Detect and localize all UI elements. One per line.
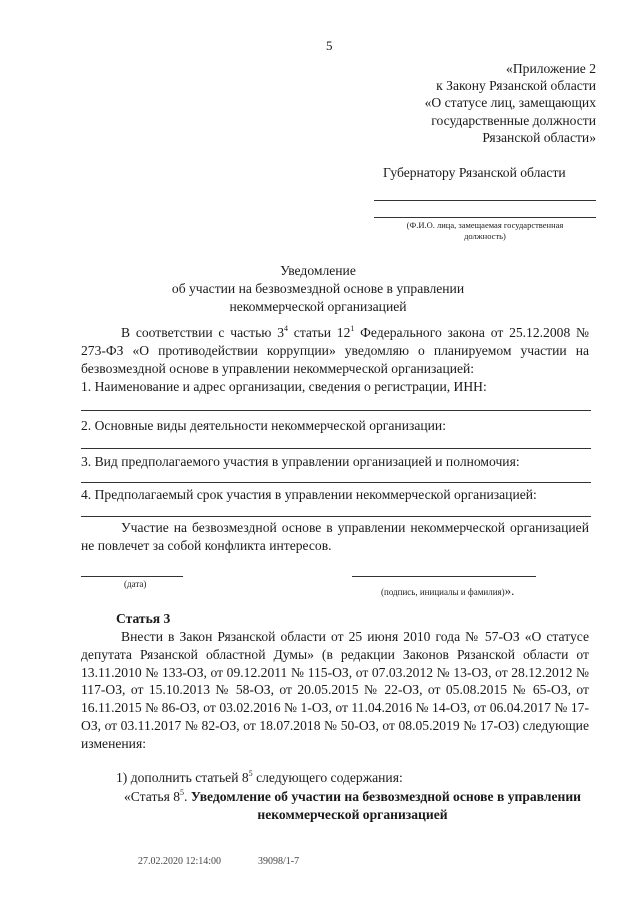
new-article-title: Уведомление об участии на безвозмездной основе в управлении некоммерческой организацией (190, 789, 581, 822)
notice-title (130, 262, 506, 315)
article-point-1 (116, 770, 403, 786)
new-article-sup: 5 (180, 788, 185, 797)
fill-line (81, 448, 591, 449)
intro-text: статьи 12 (288, 325, 351, 340)
signature-label-text: (подпись, инициалы и фамилия) (381, 587, 505, 597)
page-number: 5 (326, 38, 333, 53)
fio-line (374, 217, 596, 218)
point-text: 1) дополнить статьей 8 (116, 770, 249, 785)
fill-line (81, 482, 591, 483)
appendix-line: к Закону Рязанской области (436, 78, 596, 94)
intro-sup: 4 (284, 324, 289, 333)
point-text: следующего содержания: (252, 770, 403, 785)
notice-heading: Уведомление (280, 263, 356, 278)
conflict-text: Участие на безвозмездной основе в управлении некоммерческой организацией не повлечет за собой конфликта интересов. (81, 520, 589, 553)
appendix-line: государственные должности (431, 112, 596, 128)
point-sup: 5 (248, 769, 253, 778)
fill-line (81, 516, 591, 517)
notice-subtitle: об участии на безвозмездной основе в управлении (171, 280, 465, 296)
intro-text: В соответствии с частью 3 (121, 325, 285, 340)
article-body-text: Внести в Закон Рязанской области от 25 июня 2010 года № 57-ОЗ «О статусе депутата Рязанской областной Думы» (в редакции Законов Рязанской области от 13.11.2010 № 133-ОЗ, от 09.12.2011 № 115-ОЗ, от 07.03.2012 № 13-ОЗ, от 28.12.2012 № 117-ОЗ, от 15.10.2013 № 58-ОЗ, от 20.05.2015 № 22-ОЗ, от 05.08.2015 № 65-ОЗ, от 16.11.2015 № 86-ОЗ, от 03.02.2016 № 1-ОЗ, от 11.04.2016 № 14-ОЗ, от 06.04.2017 № 17-ОЗ, от 03.11.2017 № 82-ОЗ, от 18.07.2018 № 50-ОЗ, от 08.05.2019 № 17-ОЗ) следующие изменения: (81, 629, 589, 751)
notice-subtitle: некоммерческой организацией (229, 298, 407, 314)
date-line (81, 576, 183, 577)
intro-paragraph (81, 324, 589, 377)
new-article-dot: . (184, 789, 191, 804)
item-4: 4. Предполагаемый срок участия в управлении некоммерческой организацией: (81, 487, 537, 502)
conflict-statement (81, 519, 589, 555)
signature-line (352, 576, 536, 577)
intro-sup: 1 (350, 324, 355, 333)
new-article-label: «Статья 8 (123, 789, 181, 804)
article-heading: Статья 3 (116, 611, 171, 626)
footer-doc-id: 39098/1-7 (258, 856, 300, 867)
appendix-header (425, 60, 596, 146)
appendix-line: Рязанской области» (482, 129, 596, 145)
new-article (116, 788, 589, 824)
appendix-line: «О статусе лиц, замещающих (424, 95, 596, 111)
intro-text: Федерального закона от 25.12.2008 № 273-ФЗ «О противодействии коррупции» уведомляю о планируемом участии на безвозмездной основе в управлении некоммерческой организацией: (81, 325, 589, 376)
item-2: 2. Основные виды деятельности некоммерческой организации: (81, 418, 446, 433)
fio-caption-line: должность) (464, 231, 506, 241)
article-body (81, 628, 589, 753)
fill-line (81, 410, 591, 411)
addressee-line (374, 200, 596, 201)
date-label: (дата) (124, 579, 147, 589)
item-1: 1. Наименование и адрес организации, сведения о регистрации, ИНН: (81, 379, 487, 394)
appendix-line: «Приложение 2 (506, 61, 596, 76)
item-3: 3. Вид предполагаемого участия в управлении организацией и полномочия: (81, 454, 520, 469)
fio-caption-line: (Ф.И.О. лица, замещаемая государственная (406, 220, 564, 230)
footer-timestamp: 27.02.2020 12:14:00 (138, 856, 222, 867)
closing-quote: ». (504, 583, 515, 598)
signature-label (381, 583, 514, 599)
fio-caption (374, 220, 596, 242)
addressee: Губернатору Рязанской области (383, 165, 566, 180)
